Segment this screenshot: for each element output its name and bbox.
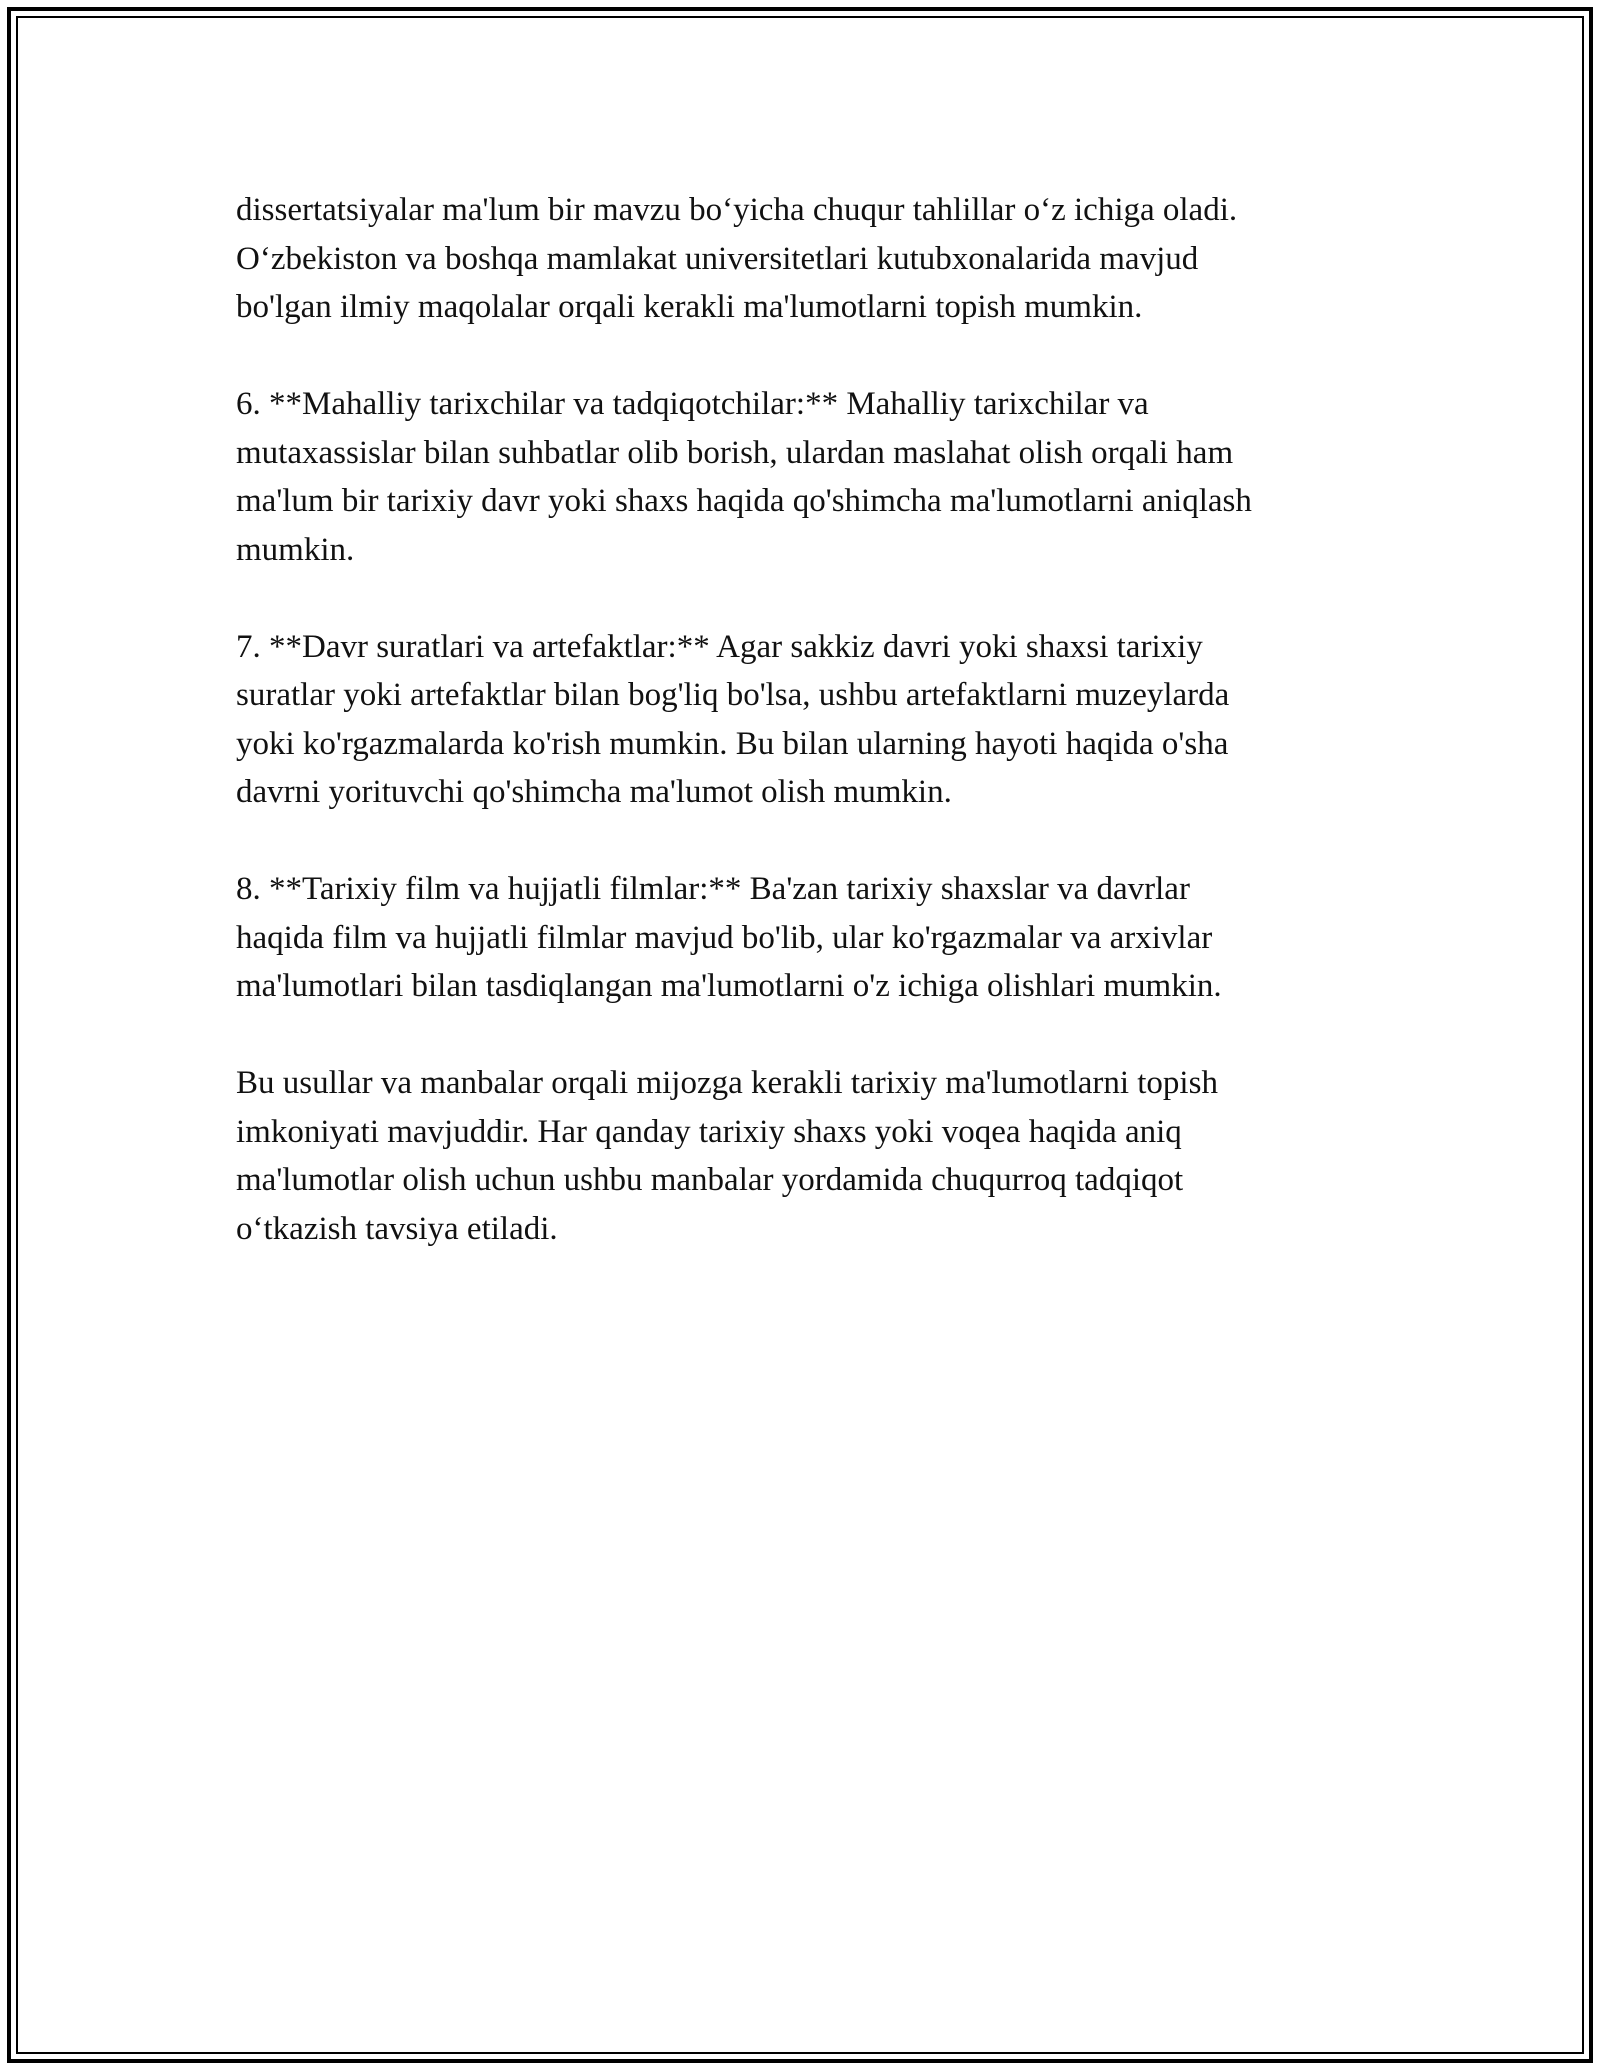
text-line: ma'lumotlar olish uchun ushbu manbalar yordamida chuqurroq tadqiqot: [236, 1162, 1184, 1198]
paragraph-item-6: [236, 380, 1386, 574]
paragraph-item-8: [236, 865, 1386, 1011]
text-line: O‘zbekiston va boshqa mamlakat universitetlari kutubxonalarida mavjud: [236, 240, 1199, 277]
text-line: mutaxassislar bilan suhbatlar olib borish, ulardan maslahat olish orqali ham: [236, 434, 1234, 471]
document-body: [236, 186, 1386, 1302]
text-line: yoki ko'rgazmalarda ko'rish mumkin. Bu bilan ularning hayoti haqida o'sha: [236, 725, 1229, 762]
text-line: dissertatsiyalar ma'lum bir mavzu bo‘yicha chuqur tahlillar o‘z ichiga oladi.: [236, 192, 1238, 228]
paragraph-dissertations: [236, 186, 1386, 332]
paragraph-item-7: [236, 623, 1386, 817]
text-line: Bu usullar va manbalar orqali mijozga kerakli tarixiy ma'lumotlarni topish: [236, 1065, 1218, 1101]
text-line: ma'lumotlari bilan tasdiqlangan ma'lumotlarni o'z ichiga olishlari mumkin.: [236, 968, 1222, 1004]
text-line: davrni yorituvchi qo'shimcha ma'lumot olish mumkin.: [236, 774, 952, 810]
text-line: imkoniyati mavjuddir. Har qanday tarixiy shaxs yoki voqea haqida aniq: [236, 1113, 1182, 1150]
text-line: suratlar yoki artefaktlar bilan bog'liq bo'lsa, ushbu artefaktlarni muzeylarda: [236, 677, 1230, 713]
text-line: 6. **Mahalliy tarixchilar va tadqiqotchilar:** Mahalliy tarixchilar va: [236, 386, 1149, 422]
text-line: bo'lgan ilmiy maqolalar orqali kerakli ma'lumotlarni topish mumkin.: [236, 289, 1143, 325]
text-line: o‘tkazish tavsiya etiladi.: [236, 1210, 558, 1247]
text-line: haqida film va hujjatli filmlar mavjud bo'lib, ular ko'rgazmalar va arxivlar: [236, 919, 1213, 956]
text-line: 8. **Tarixiy film va hujjatli filmlar:** Ba'zan tarixiy shaxslar va davrlar: [236, 871, 1190, 907]
text-line: 7. **Davr suratlari va artefaktlar:** Agar sakkiz davri yoki shaxsi tarixiy: [236, 628, 1203, 665]
text-line: mumkin.: [236, 531, 355, 568]
paragraph-conclusion: [236, 1059, 1386, 1253]
text-line: ma'lum bir tarixiy davr yoki shaxs haqida qo'shimcha ma'lumotlarni aniqlash: [236, 483, 1252, 519]
